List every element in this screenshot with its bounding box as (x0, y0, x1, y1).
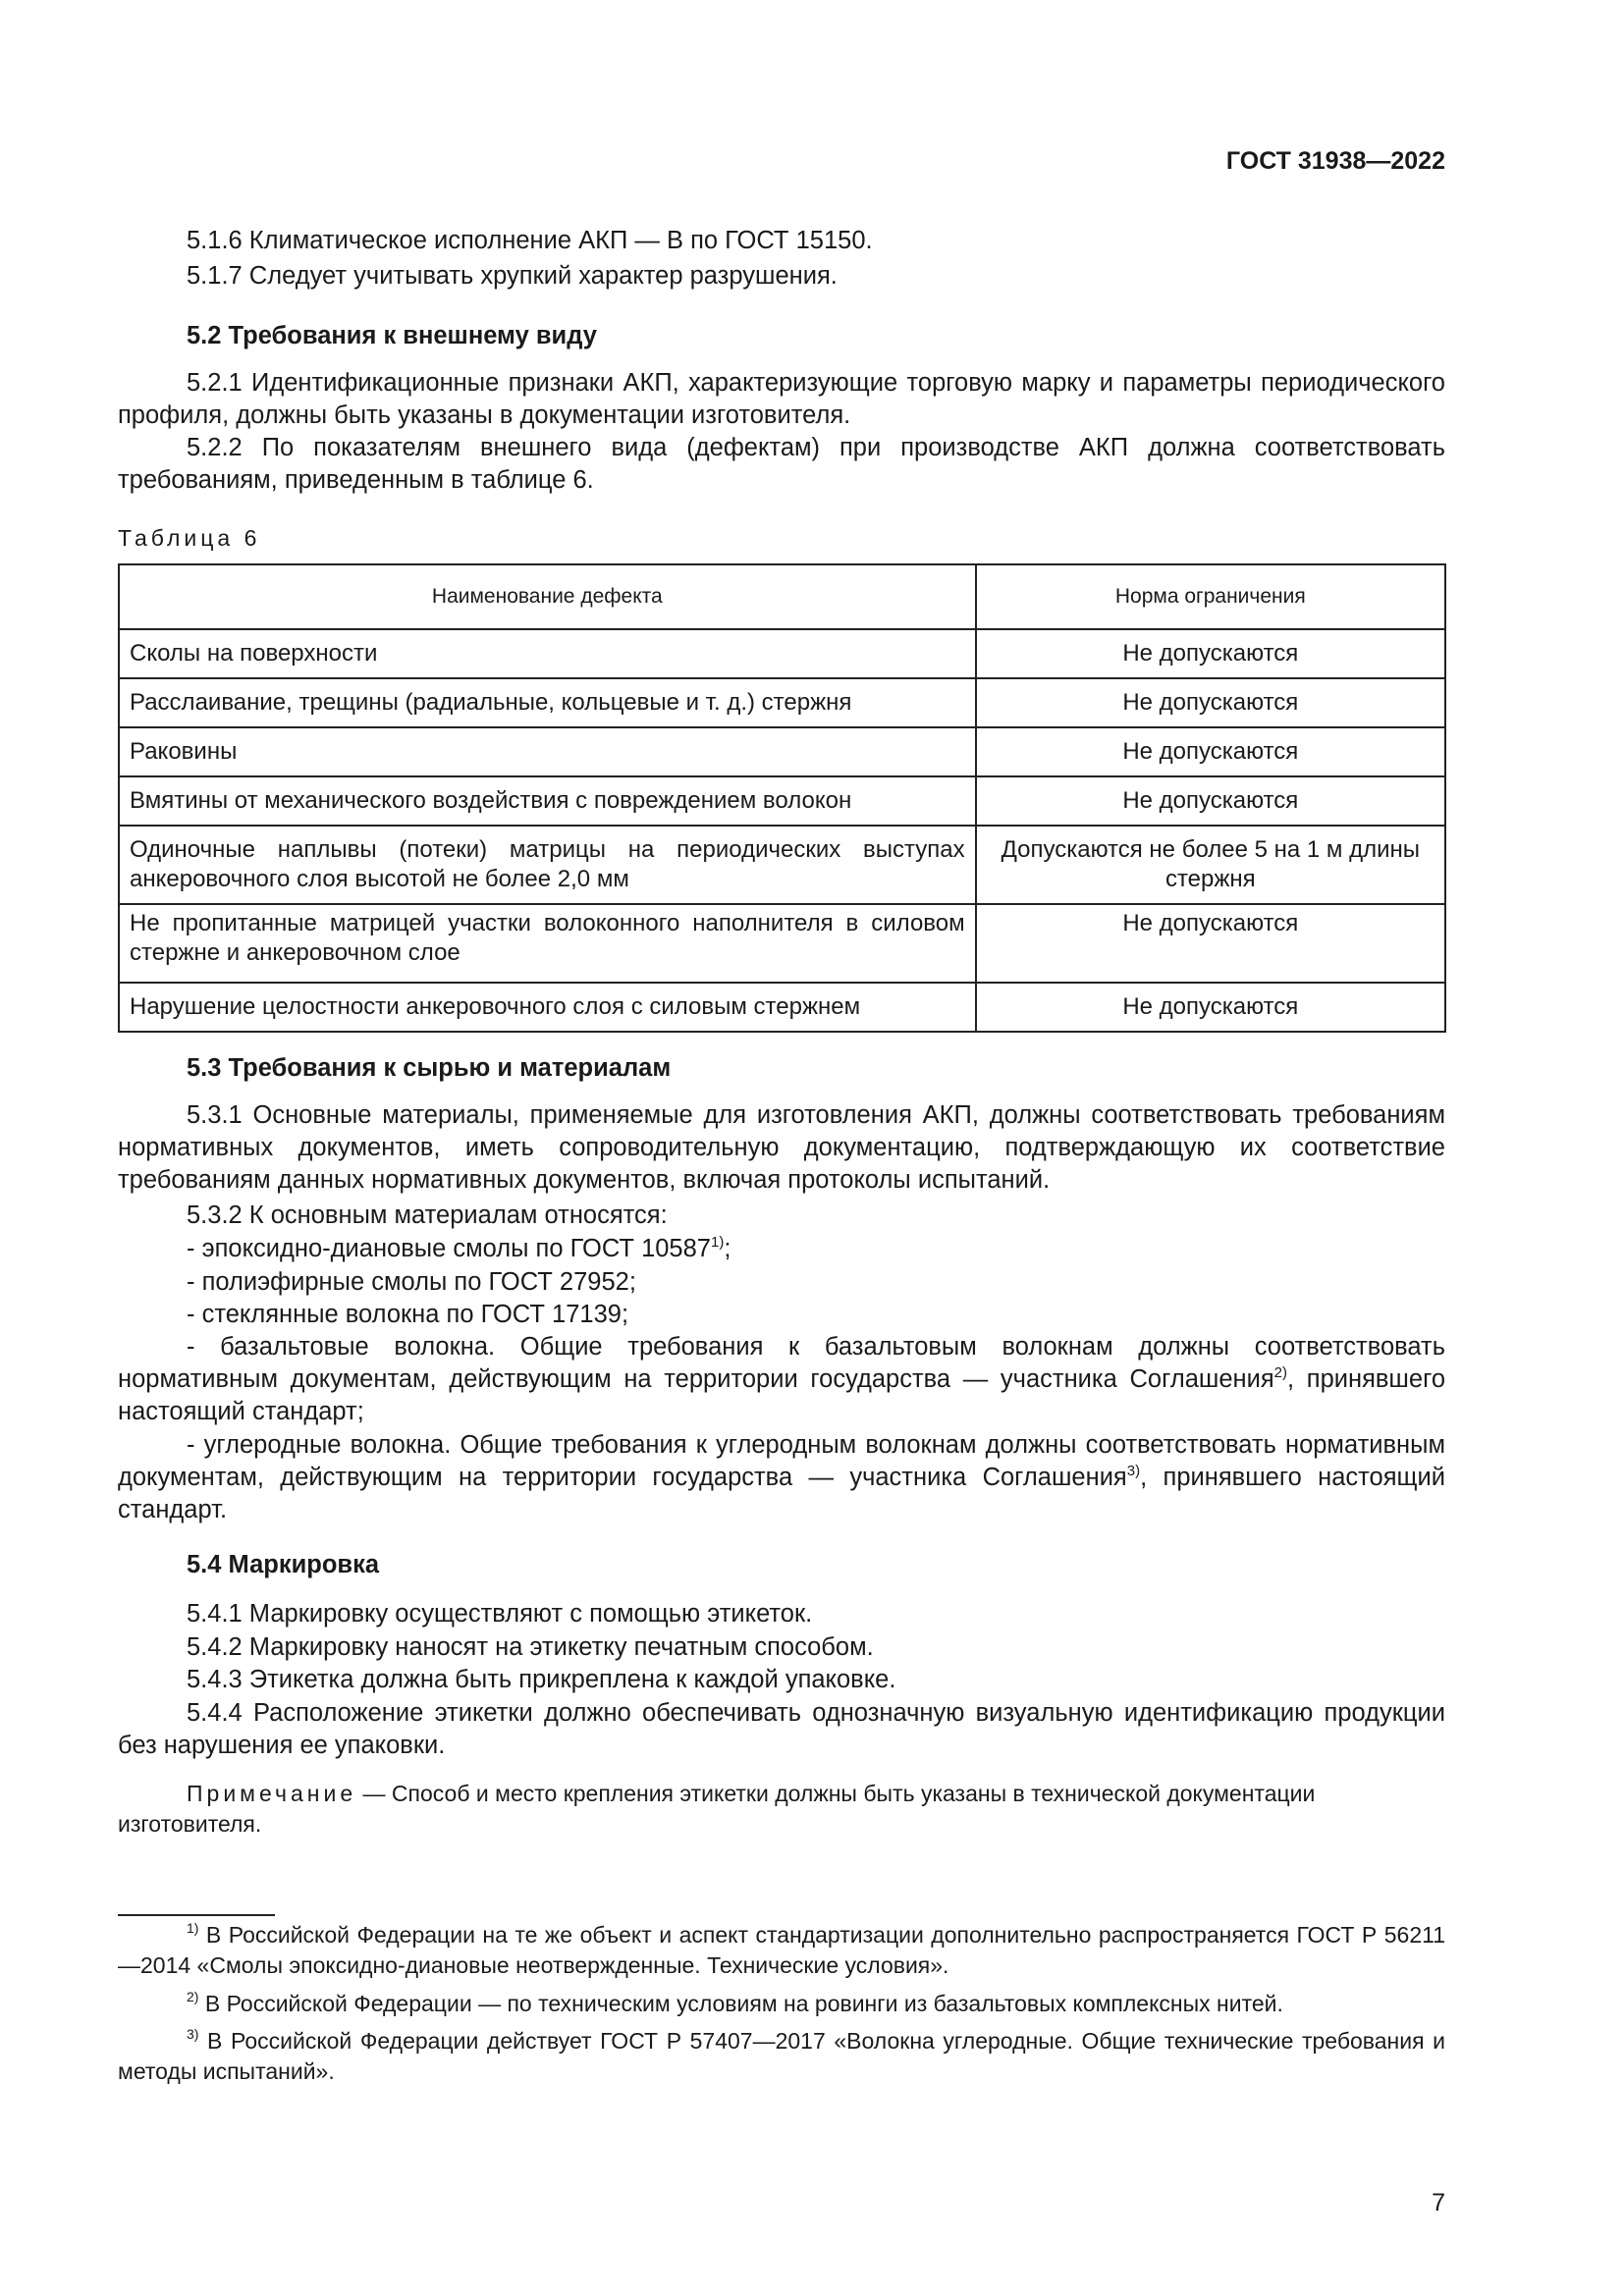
table-row (119, 826, 1445, 904)
defects-table (118, 563, 1446, 1033)
table-row (119, 629, 1445, 678)
footnote-1: $^{1)}$ В Российской Федерации на те же объект и аспект стандартизации дополнительно распространяется ГОСТ Р 56211—2014 «Смолы эпоксидно-диановые неотвержденные. Технические условия». (118, 1920, 1445, 1978)
limit-cell: Не допускаются (976, 629, 1445, 678)
list-item-epoxy-resins: - эпоксидно-диановые смолы по ГОСТ 10587$^{1)}$; (187, 1233, 731, 1262)
limit-cell: Не допускаются (976, 727, 1445, 776)
paragraph-5-3-1: 5.3.1 Основные материалы, применяемые для изготовления АКП, должны соответствовать требованиям нормативных документов, иметь сопроводительную документацию, подтверждающую их соответствие требованиям данных нормативных документов, включая протоколы испытаний. (118, 1101, 1445, 1194)
defect-cell: Раковины (119, 727, 976, 776)
footnote-ref-1: 1) (710, 1233, 725, 1251)
footnote-ref-2: 2) (1273, 1363, 1287, 1381)
list-item-polyester-resins: - полиэфирные смолы по ГОСТ 27952; (187, 1268, 636, 1296)
defect-cell: Нарушение целостности анкеровочного слоя с силовым стержнем (119, 983, 976, 1032)
section-heading-5-4: 5.4 Маркировка (187, 1551, 380, 1578)
limit-cell: Допускаются не более 5 на 1 м длины стержня (976, 826, 1445, 904)
list-item-carbon-fibers: - углеродные волокна. Общие требования к углеродным волокнам должны соответствовать нормативным документам, действующим на территории государства — участника Соглашения$^{3)}$, принявшего настоящий стандарт. (118, 1431, 1445, 1523)
footnote-2: $^{2)}$ В Российской Федерации — по техническим условиям на ровинги из базальтовых комплексных нитей. (187, 1989, 1283, 2016)
note-text: — Способ и место крепления этикетки должны быть указаны в технической документации изготовителя. (118, 1781, 1316, 1837)
table-row (119, 727, 1445, 776)
table-caption: Таблица 6 (118, 525, 261, 551)
paragraph-5-1-7: 5.1.7 Следует учитывать хрупкий характер разрушения. (187, 262, 838, 290)
list-item-basalt-fibers: - базальтовые волокна. Общие требования к базальтовым волокнам должны соответствовать нормативным документам, действующим на территории государства — участника Соглашения$^{2)}$, принявшего настоящий стандарт; (118, 1333, 1445, 1425)
paragraph-5-3-2: 5.3.2 К основным материалам относятся: (187, 1201, 668, 1229)
table-row (119, 776, 1445, 826)
defect-cell: Не пропитанные матрицей участки волоконного наполнителя в силовом стержне и анкеровочном слое (119, 904, 976, 983)
table-row (119, 904, 1445, 983)
defect-cell: Расслаивание, трещины (радиальные, кольцевые и т. д.) стержня (119, 678, 976, 727)
paragraph-5-4-2: 5.4.2 Маркировку наносят на этикетку печатным способом. (187, 1633, 874, 1661)
note-label: Примечание (187, 1781, 357, 1806)
page-number: 7 (1432, 2189, 1445, 2216)
defect-cell: Вмятины от механического воздействия с повреждением волокон (119, 776, 976, 826)
paragraph-5-2-2: 5.2.2 По показателям внешнего вида (дефектам) при производстве АКП должна соответствовать требованиям, приведенным в таблице 6. (118, 434, 1445, 494)
section-heading-5-2: 5.2 Требования к внешнему виду (187, 322, 597, 349)
table-row (119, 678, 1445, 727)
limit-cell: Не допускаются (976, 983, 1445, 1032)
defect-cell: Сколы на поверхности (119, 629, 976, 678)
list-item-glass-fibers: - стеклянные волокна по ГОСТ 17139; (187, 1301, 629, 1328)
note (118, 1779, 1445, 1840)
table-row (119, 983, 1445, 1032)
section-heading-5-3: 5.3 Требования к сырью и материалам (187, 1054, 672, 1082)
paragraph-5-4-3: 5.4.3 Этикетка должна быть прикреплена к каждой упаковке. (187, 1666, 896, 1693)
table-header-row (119, 564, 1445, 629)
document-header: ГОСТ 31938—2022 (1225, 147, 1445, 175)
limit-cell: Не допускаются (976, 678, 1445, 727)
footnote-divider (118, 1914, 275, 1916)
footnote-ref-3: 3) (1126, 1462, 1141, 1479)
table-header-defect: Наименование дефекта (119, 564, 976, 629)
paragraph-5-4-1: 5.4.1 Маркировку осуществляют с помощью этикеток. (187, 1600, 813, 1628)
paragraph-5-4-4: 5.4.4 Расположение этикетки должно обеспечивать однозначную визуальную идентификацию продукции без нарушения ее упаковки. (118, 1699, 1445, 1759)
paragraph-5-1-6: 5.1.6 Климатическое исполнение АКП — В по ГОСТ 15150. (187, 227, 873, 254)
limit-cell: Не допускаются (976, 904, 1445, 983)
defect-cell: Одиночные наплывы (потеки) матрицы на периодических выступах анкеровочного слоя высотой не более 2,0 мм (119, 826, 976, 904)
limit-cell: Не допускаются (976, 776, 1445, 826)
footnote-3: $^{3)}$ В Российской Федерации действует ГОСТ Р 57407—2017 «Волокна углеродные. Общие технические требования и методы испытаний». (118, 2026, 1445, 2084)
paragraph-5-2-1: 5.2.1 Идентификационные признаки АКП, характеризующие торговую марку и параметры периодического профиля, должны быть указаны в документации изготовителя. (118, 369, 1445, 429)
table-header-limit: Норма ограничения (976, 564, 1445, 629)
